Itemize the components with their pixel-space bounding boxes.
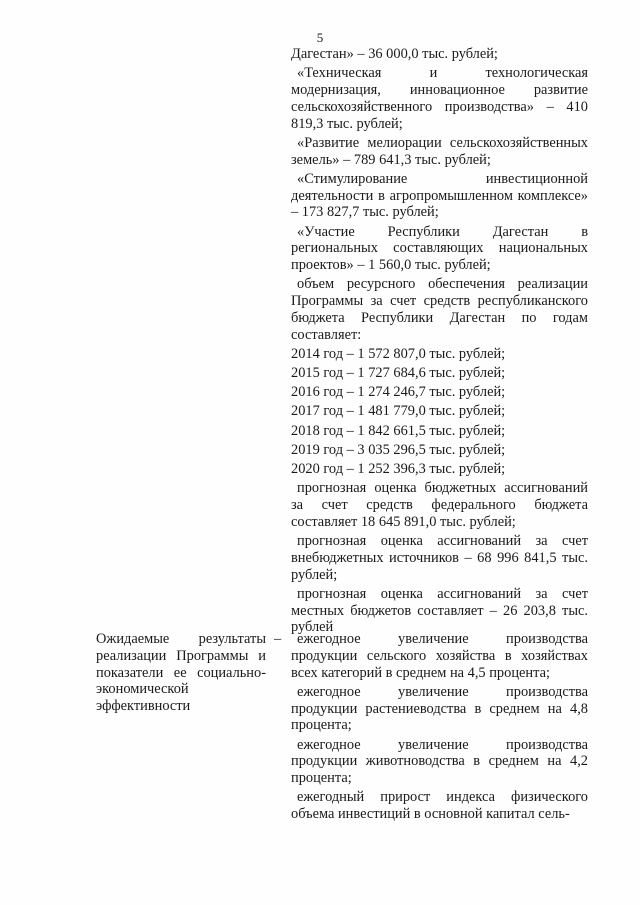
funding-year-line: 2017 год – 1 481 779,0 тыс. рублей; bbox=[291, 403, 506, 420]
funding-line: «Участие Республики Дагестан в региональных составляющих национальных проектов» – 1 560,0 тыс. рублей; bbox=[291, 223, 588, 274]
funding-line: прогнозная оценка ассигнований за счет местных бюджетов составляет – 26 203,8 тыс. рублей bbox=[291, 585, 588, 636]
results-line: ежегодное увеличение производства продукции сельского хозяйства в хозяйствах всех категорий в среднем на 4,5 процента; bbox=[291, 631, 588, 681]
results-dash: – bbox=[274, 631, 282, 647]
funding-line: «Техническая и технологическая модернизация, инновационное развитие сельскохозяйственного производства» – 410 819,3 тыс. рублей; bbox=[291, 65, 588, 132]
results-label: Ожидаемые результаты реализации Программы и показатели ее социально-экономической эффективности bbox=[96, 631, 266, 715]
funding-line: прогнозная оценка ассигнований за счет внебюджетных источников – 68 996 841,5 тыс. рублей; bbox=[291, 532, 588, 583]
funding-line: Дагестан» – 36 000,0 тыс. рублей; bbox=[291, 46, 498, 62]
funding-line: объем ресурсного обеспечения реализации Программы за счет средств республиканского бюджета Республики Дагестан по годам составляет: bbox=[291, 276, 588, 343]
funding-year-line: 2019 год – 3 035 296,5 тыс. рублей; bbox=[291, 441, 506, 458]
results-line: ежегодное увеличение производства продукции растениеводства в среднем на 4,8 процента; bbox=[291, 683, 588, 734]
funding-line: «Развитие мелиорации сельскохозяйственных земель» – 789 641,3 тыс. рублей; bbox=[291, 134, 588, 168]
results-line: ежегодный прирост индекса физического объема инвестиций в основной капитал сель- bbox=[291, 789, 588, 823]
funding-line: прогнозная оценка бюджетных ассигнований за счет средств федерального бюджета составляет 18 645 891,0 тыс. рублей; bbox=[291, 480, 588, 530]
funding-year-line: 2018 год – 1 842 661,5 тыс. рублей; bbox=[291, 422, 506, 439]
funding-section bbox=[291, 46, 588, 639]
funding-line: «Стимулирование инвестиционной деятельности в агропромышленном комплексе» – 173 827,7 тыс. рублей; bbox=[291, 170, 588, 221]
page-number: 5 bbox=[316, 30, 324, 45]
funding-year-line: 2020 год – 1 252 396,3 тыс. рублей; bbox=[291, 461, 506, 478]
funding-year-line: 2016 год – 1 274 246,7 тыс. рублей; bbox=[291, 384, 506, 401]
funding-year-line: 2015 год – 1 727 684,6 тыс. рублей; bbox=[291, 365, 506, 382]
results-section bbox=[291, 631, 588, 825]
funding-year-line: 2014 год – 1 572 807,0 тыс. рублей; bbox=[291, 345, 506, 362]
results-line: ежегодное увеличение производства продукции животноводства в среднем на 4,2 процента; bbox=[291, 736, 588, 787]
